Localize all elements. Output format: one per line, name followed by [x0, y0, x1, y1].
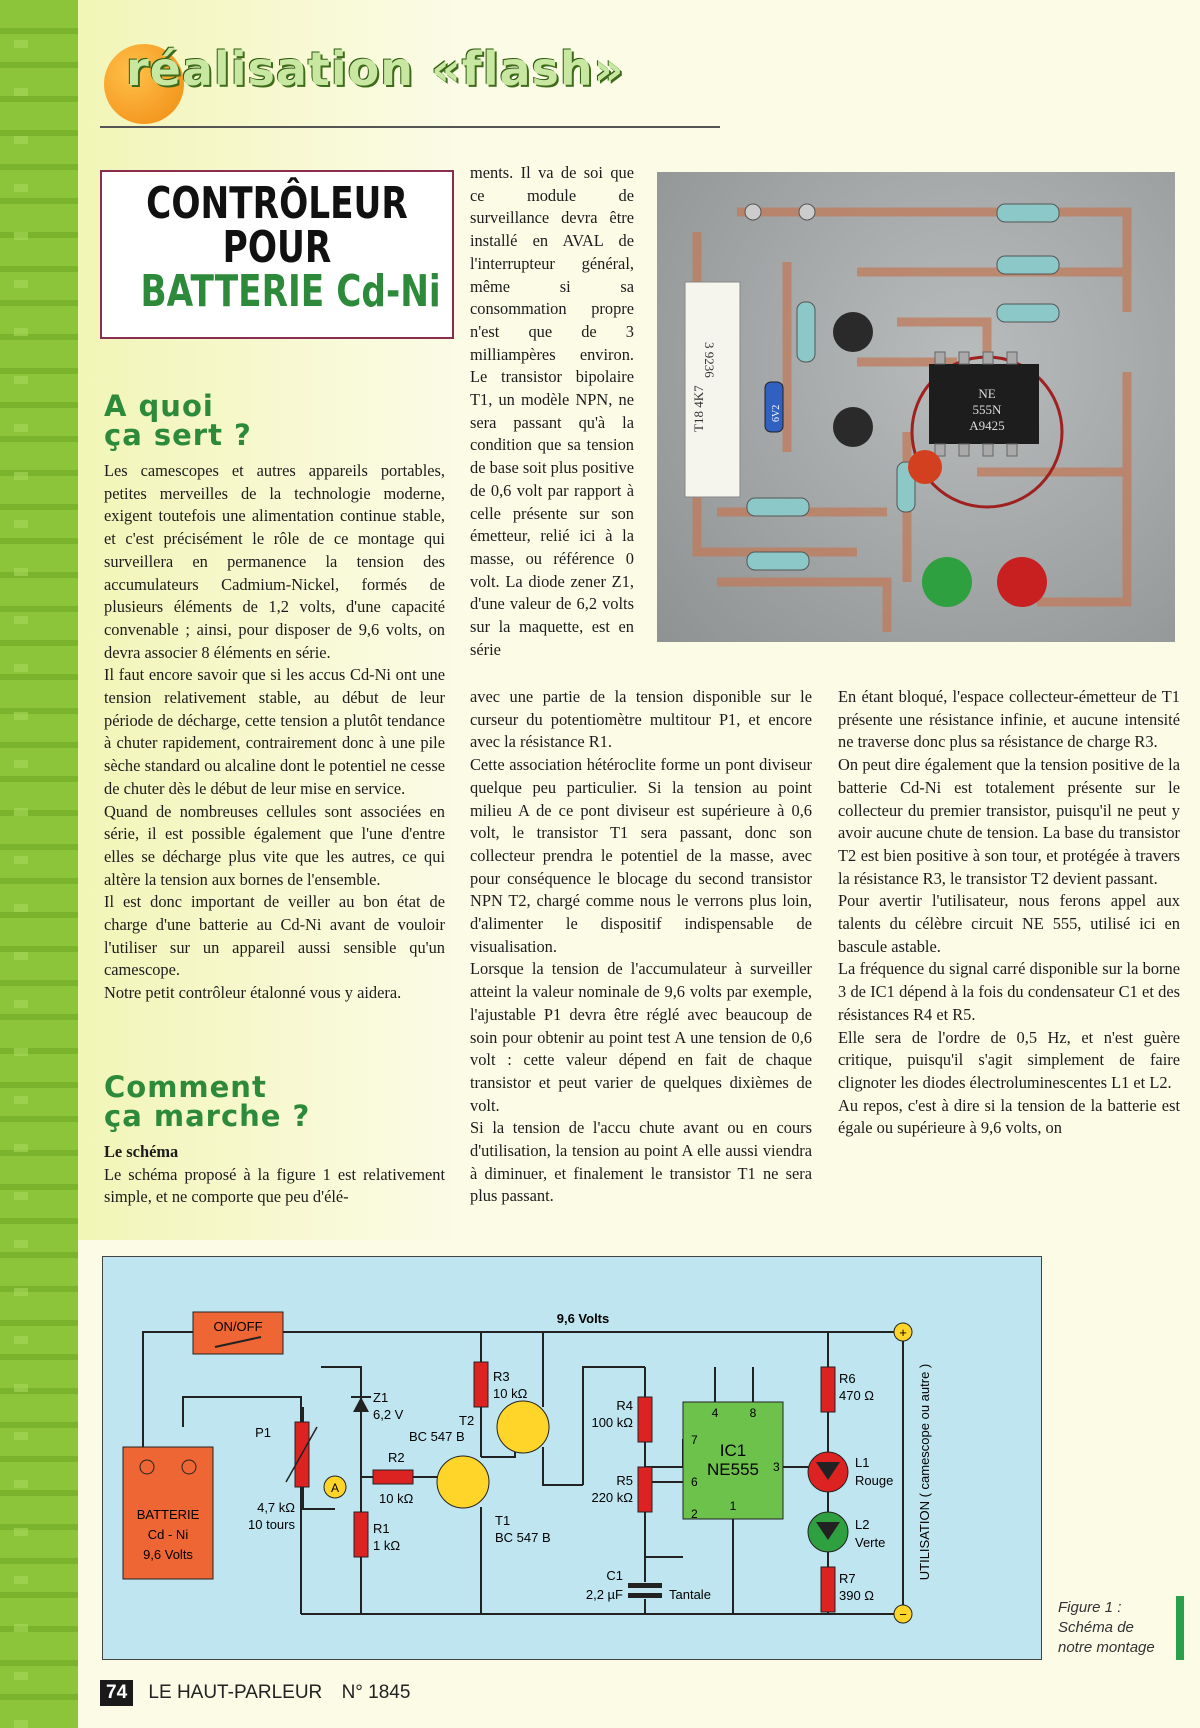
z1-value: 6,2 V [373, 1407, 404, 1422]
t1-label: T1 [495, 1513, 511, 1528]
ic1-label: IC1 [719, 1441, 747, 1460]
rail-label: 9,6 Volts [556, 1311, 610, 1326]
caption-line-3: notre montage [1058, 1639, 1155, 1656]
col2-para-3: Lorsque la tension de l'accumulateur à surveiller atteint la valeur nominale de 9,6 volts par exemple, l'ajustable P1 devra être réglé avec beaucoup de soin pour obtenir au point test A une tension de 0,6 volt : cette valeur dépend en fait de chaque transistor et peut varier de quelques dixièmes de volt. [470, 959, 812, 1115]
col2-para-2: Cette association hétéroclite forme un pont diviseur quelque peu particulier. Si la tension au point milieu A de ce pont diviseur est supérieure à 0,6 volt, le transistor T1 sera passant, donc son collecteur prendra le potentiel de la masse, avec pour conséquence le blocage du second transistor NPN T2, chargé comme nous le verrons plus loin, d'alimenter le dispositif indispensable de visualisation. [470, 755, 812, 956]
ic-marking-1: NE [978, 386, 996, 401]
title-line-2: POUR [222, 222, 332, 273]
pin-7: 7 [691, 1433, 698, 1447]
r6-label: R6 [839, 1371, 856, 1386]
col3-para-2: On peut dire également que la tension positive de la batterie Cd-Ni est totalement présente sur le collecteur du premier transistor, puisqu'il ne peut y avoir aucune chute de tension. La base du transistor T2 est bien positive à son tour, et protégée à travers la résistance R3, le transistor T2 devient passant. [838, 755, 1180, 888]
title-line-3: BATTERIE Cd-Ni [140, 266, 441, 317]
r3-label: R3 [493, 1369, 510, 1384]
column-2-bottom [470, 686, 812, 1208]
t2-value: BC 547 B [409, 1429, 465, 1444]
col3-para-1: En étant bloqué, l'espace collecteur-émetteur de T1 présente une résistance infinie, et aucune intensité ne traverse donc plus sa résistance de charge R3. [838, 687, 1180, 752]
col3-para-6: Au repos, c'est à dire si la tension de la batterie est égale ou supérieure à 9,6 volts, on [838, 1095, 1180, 1138]
z1-label: Z1 [373, 1390, 389, 1405]
pin-2: 2 [691, 1507, 698, 1521]
r1-label: R1 [373, 1521, 390, 1536]
c1-label: C1 [606, 1568, 623, 1583]
ic-marking-3: A9425 [969, 418, 1005, 433]
circuit-photo [657, 172, 1175, 642]
r6-value: 470 Ω [839, 1388, 875, 1403]
utilisation-label: UTILISATION ( camescope ou autre ) [917, 1363, 932, 1581]
r1-value: 1 kΩ [373, 1538, 401, 1553]
header-rule [100, 126, 720, 128]
column-1-bottom [104, 1141, 445, 1209]
column-2-top [470, 162, 634, 661]
pot-value: T18 4K7 [691, 385, 706, 432]
heading-a-quoi [104, 389, 252, 452]
col1-para-1: Les camescopes et autres appareils portables, petites merveilles de la technologie moderne, exigent toutefois une alimentation continue stable, et c'est précisément le rôle de ce montage qui surveillera en permanence la tension des accumulateurs Cadmium-Nickel, formés de plusieurs éléments de 1,2 volts, d'une capacité convenable ; ainsi, pour disposer de 9,6 volts, on devra associer 8 éléments en série. [104, 461, 445, 662]
r7-value: 390 Ω [839, 1588, 875, 1603]
col1-para-6: Le schéma proposé à la figure 1 est relativement simple, et ne comporte que peu d'élé- [104, 1164, 445, 1207]
l1-value: Rouge [855, 1473, 894, 1488]
page-footer [100, 1680, 410, 1706]
article-title-box [100, 170, 454, 339]
r5-label: R5 [616, 1473, 633, 1488]
r2-label: R2 [388, 1450, 405, 1465]
heading-comment-l2: ça marche ? [104, 1099, 311, 1133]
col1-para-5: Notre petit contrôleur étalonné vous y aidera. [104, 983, 402, 1003]
l2-label: L2 [855, 1517, 870, 1532]
battery-label-3: 9,6 Volts [143, 1547, 193, 1562]
t2-label: T2 [459, 1413, 475, 1428]
col3-para-3: Pour avertir l'utilisateur, nous ferons appel aux talents du célèbre circuit NE 555, utilisé ici en bascule astable. [838, 891, 1180, 956]
ic1-value: NE555 [707, 1460, 759, 1479]
r3-value: 10 kΩ [493, 1386, 528, 1401]
col2-para-1: avec une partie de la tension disponible sur le curseur du potentiomètre multitour P1, et encore avec la résistance R1. [470, 687, 812, 752]
r4-value: 100 kΩ [591, 1415, 633, 1430]
battery-label-2: Cd - Ni [147, 1527, 189, 1542]
heading-a-quoi-l1: A quoi [104, 389, 214, 423]
section-header [100, 40, 720, 120]
r2-value: 10 kΩ [379, 1491, 414, 1506]
p1-label: P1 [255, 1425, 271, 1440]
c1-type: Tantale [669, 1587, 711, 1602]
subheading-le-schema: Le schéma [104, 1142, 179, 1161]
page-number: 74 [100, 1680, 133, 1706]
title-line-1: CONTRÔLEUR [146, 178, 408, 229]
r4-label: R4 [616, 1398, 633, 1413]
l2-value: Verte [855, 1535, 886, 1550]
heading-comment [104, 1070, 311, 1133]
heading-a-quoi-l2: ça sert ? [104, 418, 252, 452]
magazine-name: LE HAUT-PARLEUR [148, 1682, 323, 1703]
minus-terminal: − [899, 1607, 907, 1622]
pin-6: 6 [691, 1475, 698, 1489]
caption-line-2: Schéma de [1058, 1619, 1134, 1636]
p1-value-2: 10 tours [248, 1517, 295, 1532]
ic-marking-2: 555N [972, 402, 1002, 417]
pin-8: 8 [749, 1406, 757, 1420]
column-1 [104, 460, 445, 1005]
column-3 [838, 686, 1180, 1140]
col1-para-2: Il faut encore savoir que si les accus Cd-Ni ont une tension relativement stable, au début de leur période de décharge, cette tension a plutôt tendance à chuter rapidement, contrairement donc à une pile sèche standard ou alcaline dont le potentiel ne cesse de chuter dès le début de leur mise en service. [104, 665, 445, 798]
decorative-sidebar [0, 0, 78, 1728]
onoff-label: ON/OFF [213, 1319, 263, 1334]
caption-accent-bar [1176, 1596, 1184, 1660]
col2-top-text: ments. Il va de soi que ce module de surveillance devra être installé en AVAL de l'interrupteur général, même si sa consommation propre n'est que de 3 milliampères environ. Le transistor bipolaire T1, un modèle NPN, ne sera passant qu'à la condition que sa tension de base soit plus positive de 0,6 volt par rapport à celle présente sur son émetteur, relié ici à la masse, ou référence 0 volt. La diode zener Z1, d'une valeur de 6,2 volts sur la maquette, est en série [470, 163, 634, 659]
circuit-photo-drawing [657, 172, 1175, 642]
schematic-figure [102, 1256, 1042, 1660]
c1-value: 2,2 µF [585, 1587, 623, 1602]
heading-comment-l1: Comment [104, 1070, 267, 1104]
figure-caption [1058, 1598, 1155, 1658]
col3-para-5: Elle sera de l'ordre de 0,5 Hz, et n'est guère critique, puisqu'il s'agit simplement de faire clignoter les diodes électroluminescentes L1 et L2. [838, 1027, 1180, 1092]
col1-para-4: Il est donc important de veiller au bon état de charge d'une batterie au Cd-Ni avant de vouloir l'utiliser sur un appareil aussi sensible qu'un camescope. [104, 892, 445, 980]
pin-4: 4 [711, 1406, 719, 1420]
col3-para-4: La fréquence du signal carré disponible sur la borne 3 de IC1 dépend à la fois du condensateur C1 et des résistances R4 et R5. [838, 959, 1180, 1024]
issue-number: N° 1845 [341, 1682, 411, 1703]
r5-value: 220 kΩ [591, 1490, 633, 1505]
r7-label: R7 [839, 1571, 856, 1586]
pot-code: 3 9236 [702, 342, 717, 378]
plus-terminal: + [899, 1325, 907, 1340]
caption-line-1: Figure 1 : [1058, 1599, 1122, 1616]
l1-label: L1 [855, 1455, 870, 1470]
section-title: réalisation «flash» [126, 42, 625, 96]
battery-label-1: BATTERIE [136, 1507, 200, 1522]
p1-value-1: 4,7 kΩ [257, 1500, 295, 1515]
zener-mark: 6V2 [771, 404, 782, 422]
pin-3: 3 [773, 1460, 780, 1474]
pin-1: 1 [729, 1499, 737, 1513]
schematic-drawing [103, 1257, 1041, 1659]
point-a-label: A [330, 1481, 340, 1495]
t1-value: BC 547 B [495, 1530, 551, 1545]
col1-para-3: Quand de nombreuses cellules sont associées en série, il est possible également que l'une d'entre elles se décharge plus vite que les autres, ce qui altère la tension aux bornes de l'ensemble. [104, 801, 445, 889]
col2-para-4: Si la tension de l'accu chute avant ou en cours d'utilisation, la tension au point A elle aussi viendra à diminuer, et finalement le transistor T1 ne sera plus passant. [470, 1118, 812, 1206]
